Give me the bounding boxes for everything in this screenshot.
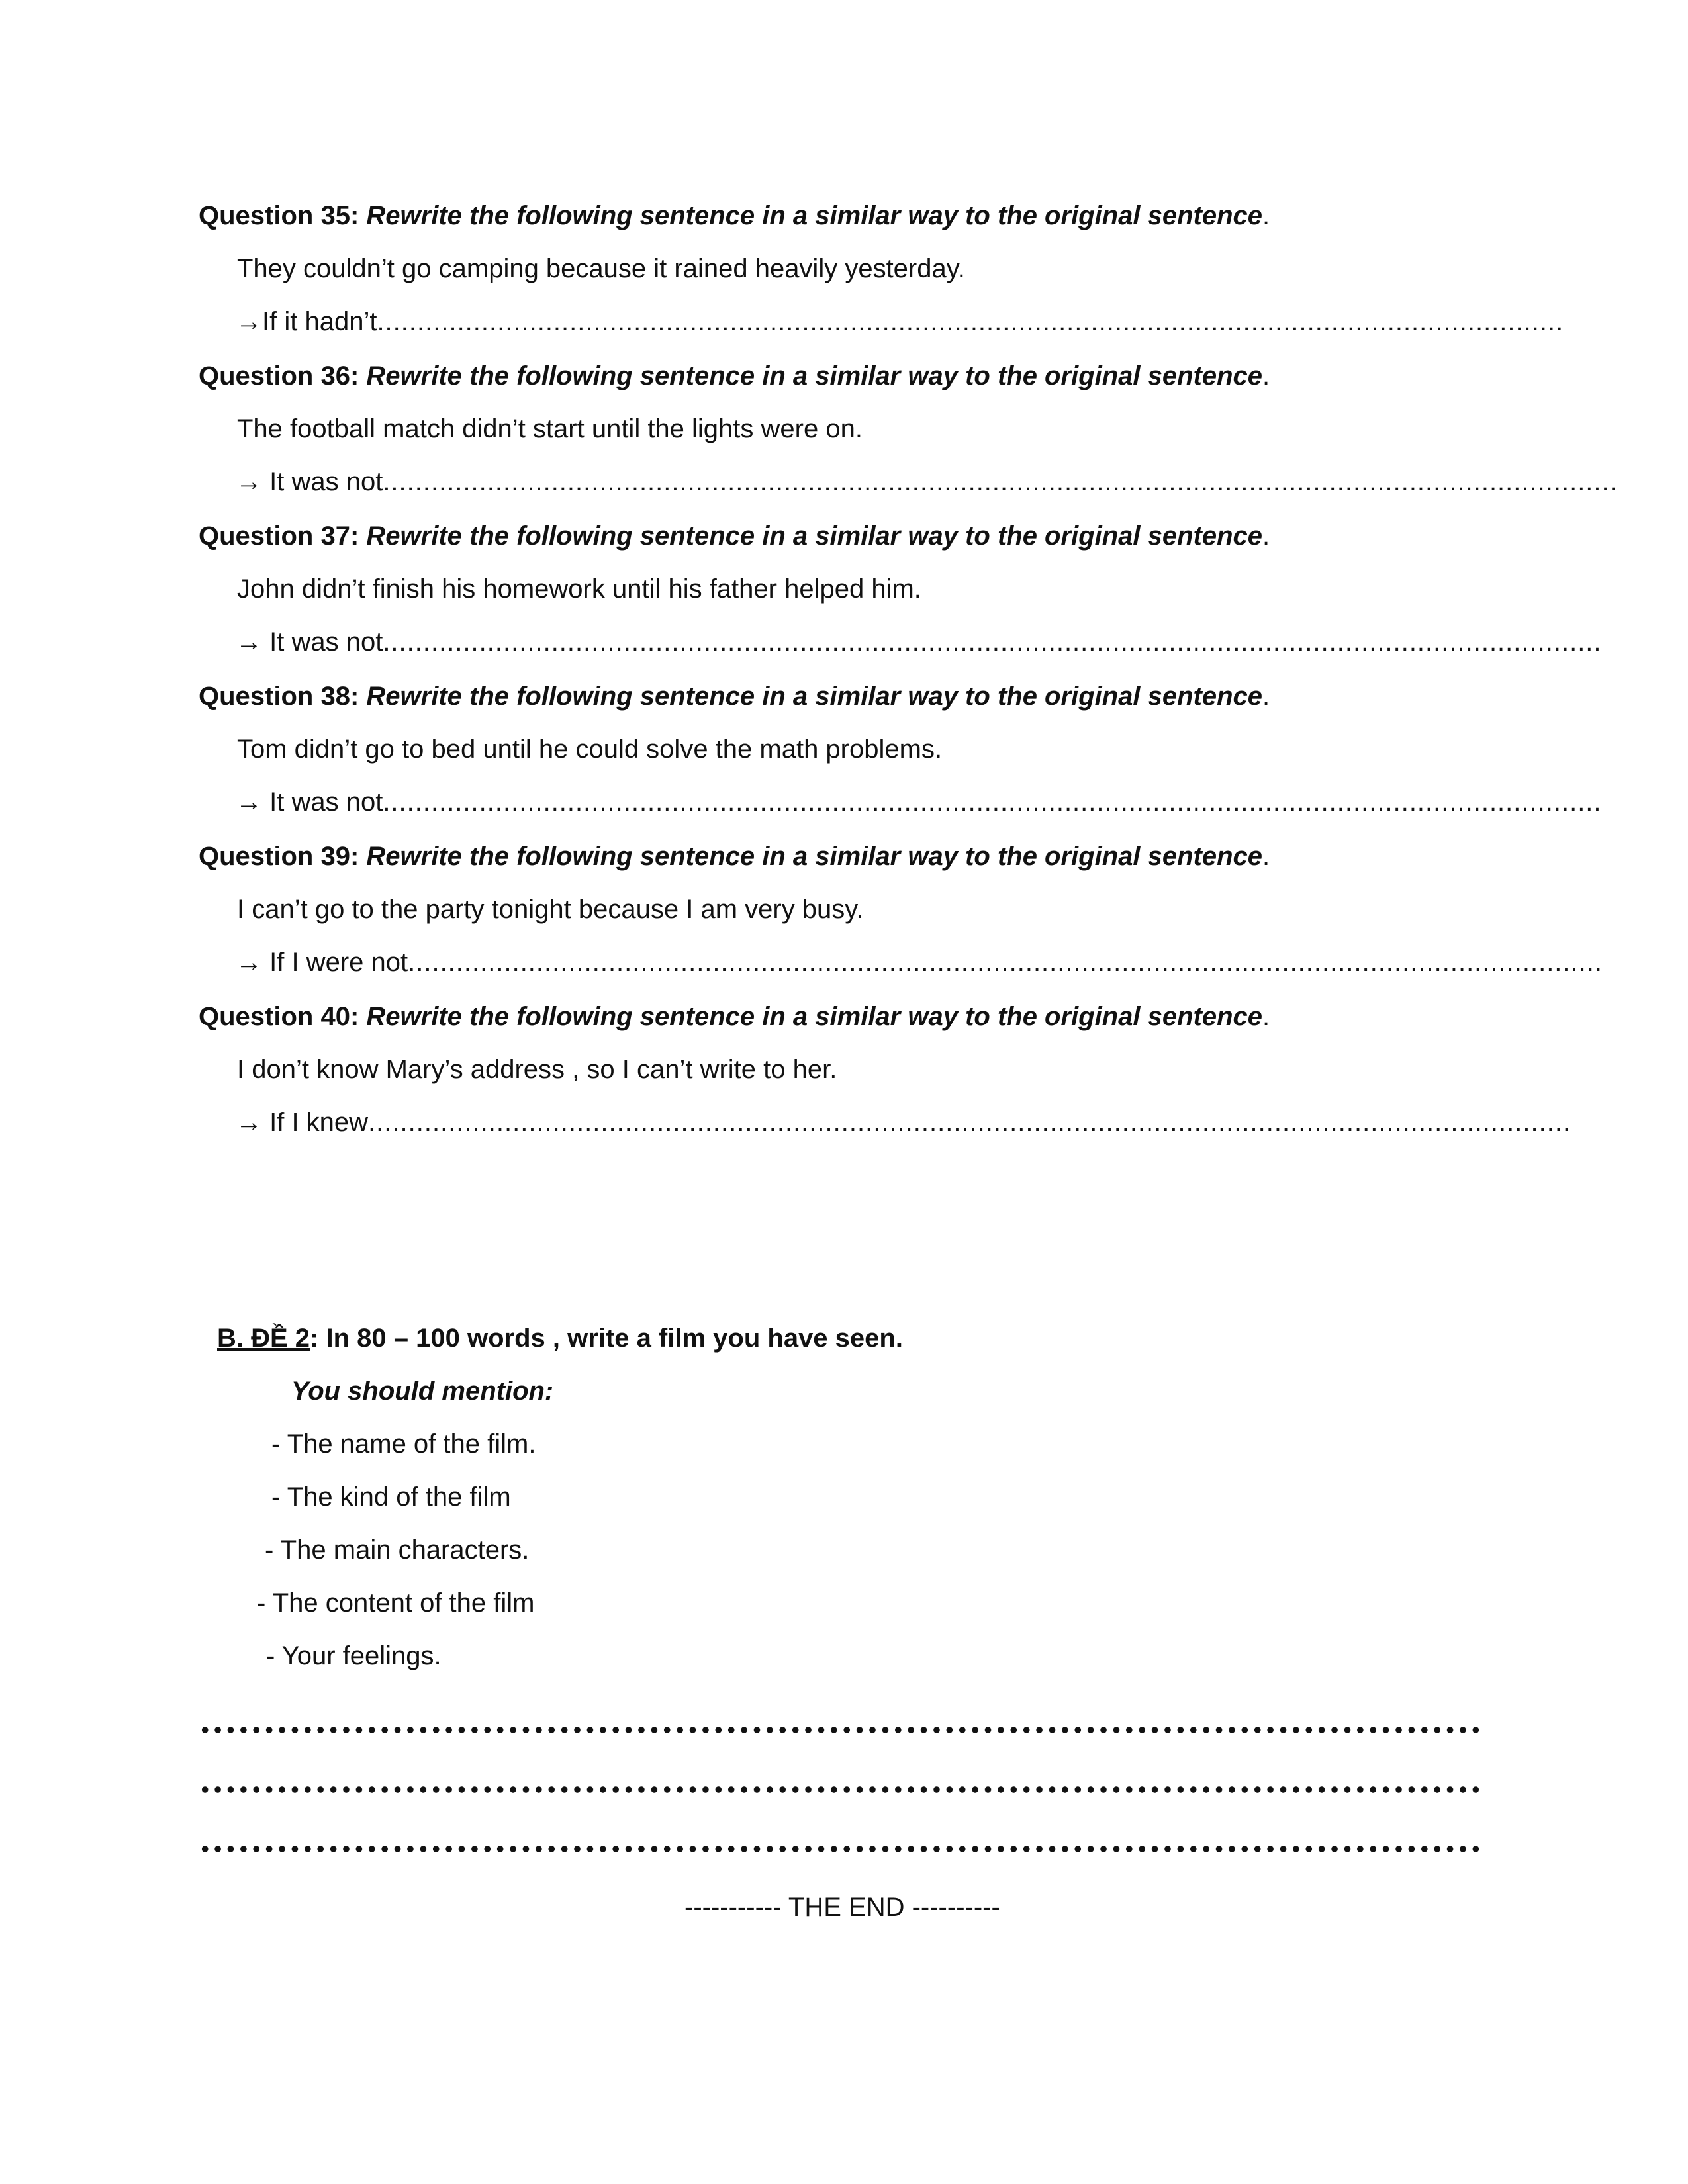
question-35-answer-line[interactable] bbox=[236, 306, 1564, 338]
question-35-sentence: They couldn’t go camping because it rained heavily yesterday. bbox=[237, 254, 965, 283]
writing-line[interactable] bbox=[199, 1725, 1479, 1735]
question-instruction: Rewrite the following sentence in a similar way to the original sentence bbox=[366, 361, 1263, 390]
question-39-answer-line[interactable] bbox=[236, 946, 1603, 978]
mention-point: - The content of the film bbox=[257, 1588, 535, 1617]
essay-prompt: In 80 – 100 words , write a film you have seen. bbox=[318, 1324, 903, 1353]
answer-prefix: → It was not bbox=[236, 788, 383, 817]
answer-prefix: → It was not bbox=[236, 467, 383, 496]
question-38-answer-line[interactable] bbox=[236, 786, 1602, 818]
question-37-sentence: John didn’t finish his homework until his father helped him. bbox=[237, 574, 921, 604]
mention-point: - The kind of the film bbox=[271, 1482, 511, 1512]
mention-label: You should mention: bbox=[291, 1377, 554, 1406]
mention-point: - The name of the film. bbox=[271, 1430, 536, 1459]
essay-colon: : bbox=[310, 1324, 319, 1353]
question-number: Question 40: bbox=[199, 1002, 359, 1031]
question-38-heading bbox=[199, 680, 1270, 712]
answer-dots: ...................................................................................................................................................... bbox=[368, 1108, 1571, 1137]
answer-dots: .......................................................................................................................................................... bbox=[383, 467, 1618, 496]
question-number: Question 39: bbox=[199, 842, 359, 871]
answer-prefix: →If it hadn’t bbox=[236, 307, 377, 336]
question-39-heading bbox=[199, 841, 1270, 872]
question-instruction-period: . bbox=[1262, 1002, 1270, 1031]
question-35-heading bbox=[199, 200, 1270, 232]
question-40-heading bbox=[199, 1001, 1270, 1032]
answer-dots: .................................................................................................................................................... bbox=[377, 307, 1564, 336]
the-end-footer: ----------- THE END ---------- bbox=[684, 1893, 1000, 1922]
question-37-heading bbox=[199, 520, 1270, 552]
question-instruction: Rewrite the following sentence in a similar way to the original sentence bbox=[366, 842, 1263, 871]
question-number: Question 37: bbox=[199, 522, 359, 551]
essay-title bbox=[217, 1322, 903, 1354]
question-instruction: Rewrite the following sentence in a similar way to the original sentence bbox=[366, 201, 1263, 230]
question-instruction: Rewrite the following sentence in a similar way to the original sentence bbox=[366, 1002, 1263, 1031]
question-40-answer-line[interactable] bbox=[236, 1107, 1571, 1138]
question-number: Question 35: bbox=[199, 201, 359, 230]
question-instruction-period: . bbox=[1262, 682, 1270, 711]
question-instruction: Rewrite the following sentence in a similar way to the original sentence bbox=[366, 682, 1263, 711]
question-38-sentence: Tom didn’t go to bed until he could solve the math problems. bbox=[237, 735, 943, 764]
essay-label: B. ĐỀ 2 bbox=[217, 1324, 310, 1353]
answer-prefix: → If I were not bbox=[236, 948, 408, 977]
question-36-sentence: The football match didn’t start until the lights were on. bbox=[237, 414, 863, 443]
answer-prefix: → If I knew bbox=[236, 1108, 369, 1137]
question-number: Question 38: bbox=[199, 682, 359, 711]
question-instruction-period: . bbox=[1262, 522, 1270, 551]
question-instruction-period: . bbox=[1262, 842, 1270, 871]
question-40-sentence: I don’t know Mary’s address , so I can’t write to her. bbox=[237, 1055, 837, 1084]
answer-dots: ........................................................................................................................................................ bbox=[383, 788, 1602, 817]
question-36-heading bbox=[199, 360, 1270, 392]
answer-dots: ........................................................................................................................................................ bbox=[383, 627, 1602, 657]
mention-point: - Your feelings. bbox=[266, 1641, 442, 1670]
question-instruction-period: . bbox=[1262, 361, 1270, 390]
question-instruction: Rewrite the following sentence in a similar way to the original sentence bbox=[366, 522, 1263, 551]
answer-dots: ..................................................................................................................................................... bbox=[408, 948, 1603, 977]
answer-prefix: → It was not bbox=[236, 627, 383, 657]
question-37-answer-line[interactable] bbox=[236, 626, 1602, 658]
question-39-sentence: I can’t go to the party tonight because I am very busy. bbox=[237, 895, 864, 924]
question-36-answer-line[interactable] bbox=[236, 466, 1618, 498]
question-number: Question 36: bbox=[199, 361, 359, 390]
mention-point: - The main characters. bbox=[265, 1535, 530, 1565]
writing-line[interactable] bbox=[199, 1784, 1479, 1795]
writing-line[interactable] bbox=[199, 1844, 1479, 1854]
question-instruction-period: . bbox=[1262, 201, 1270, 230]
